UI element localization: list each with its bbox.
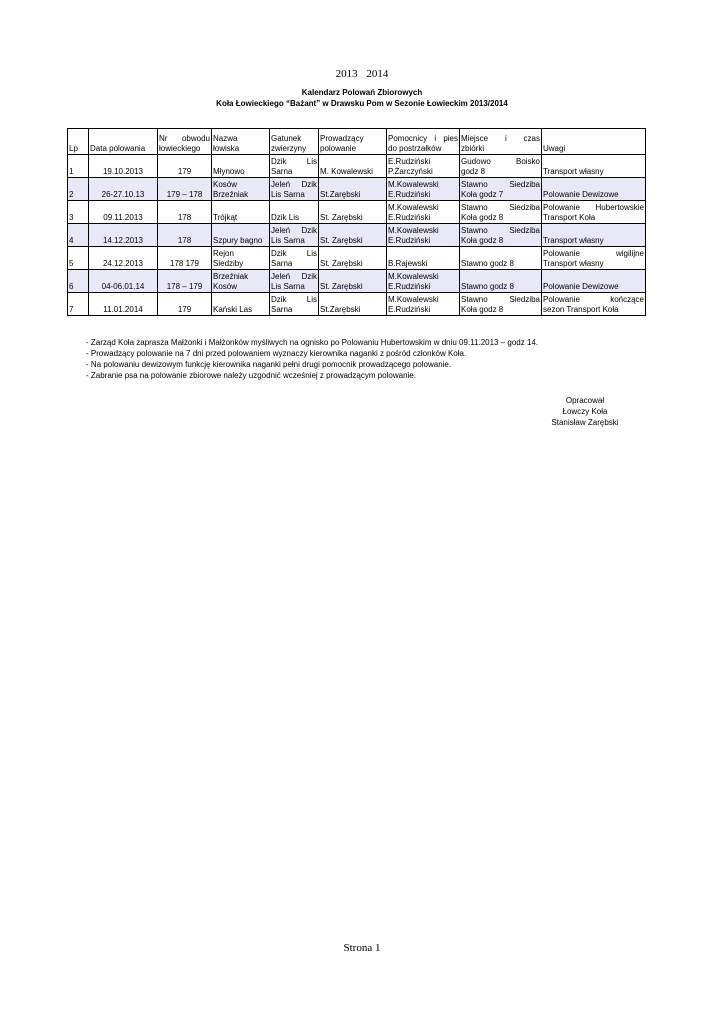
cell-obwod: 178 <box>158 201 212 224</box>
cell-prowadzacy-line: St. Zarębski <box>320 213 363 222</box>
cell-uwagi-line: Polowanie Dewizowe <box>543 282 619 291</box>
cell-prowadzacy <box>319 224 387 247</box>
header-uwagi <box>542 129 646 155</box>
cell-gatunek-line: Jeleń Dzik <box>271 180 317 189</box>
page-header: 2013 2014 <box>335 68 389 80</box>
cell-miejsce-line: Stawno godz 8 <box>461 282 514 291</box>
cell-lp: 2 <box>68 178 89 201</box>
cell-gatunek-line: Sarna <box>271 167 293 176</box>
cell-miejsce-line: Koła godz 8 <box>461 213 504 222</box>
cell-pomocnicy <box>387 201 460 224</box>
header-miejsce-line: zbiórki <box>461 144 485 153</box>
cell-miejsce-line: Koła godz 8 <box>461 236 504 245</box>
table-header-row <box>68 129 646 155</box>
cell-prowadzacy-line: M. Kowalewski <box>320 167 373 176</box>
cell-miejsce-line: Stawno Siedziba <box>461 180 540 189</box>
cell-nazwa <box>212 270 270 293</box>
cell-nazwa <box>212 155 270 178</box>
cell-nazwa-line: Kański Las <box>213 305 253 314</box>
header-prowadzacy <box>319 129 387 155</box>
header-nazwa-line: Nazwa <box>213 134 238 143</box>
cell-gatunek-line: Lis Sarna <box>271 236 305 245</box>
cell-miejsce-line: Stawno Siedziba <box>461 295 540 304</box>
cell-pomocnicy <box>387 270 460 293</box>
table-row <box>68 178 646 201</box>
cell-prowadzacy <box>319 155 387 178</box>
cell-lp: 5 <box>68 247 89 270</box>
header-pomocnicy-line: Pomocnicy i pies <box>388 134 458 143</box>
cell-lp: 1 <box>68 155 89 178</box>
cell-uwagi <box>542 178 646 201</box>
cell-lp: 3 <box>68 201 89 224</box>
cell-pomocnicy-line: M.Kowalewski <box>388 226 439 235</box>
header-miejsce <box>460 129 542 155</box>
cell-gatunek <box>270 270 319 293</box>
cell-gatunek-line: Dzik Lis <box>271 295 317 304</box>
cell-uwagi <box>542 224 646 247</box>
table-row <box>68 247 646 270</box>
cell-uwagi <box>542 201 646 224</box>
cell-date: 11.01.2014 <box>89 293 158 316</box>
cell-miejsce <box>460 178 542 201</box>
cell-nazwa-line: Rejon <box>213 249 234 258</box>
cell-nazwa <box>212 201 270 224</box>
cell-lp: 6 <box>68 270 89 293</box>
cell-pomocnicy-line: E.Rudziński <box>388 157 431 166</box>
cell-uwagi <box>542 155 646 178</box>
table-row <box>68 155 646 178</box>
cell-pomocnicy-line: E.Rudziński <box>388 213 431 222</box>
cell-pomocnicy <box>387 247 460 270</box>
header-prowadzacy-line: Prowadzący <box>320 134 364 143</box>
cell-nazwa-line: Trójkąt <box>213 213 238 222</box>
header-obwod-line: łowieckiego <box>159 144 201 153</box>
cell-gatunek <box>270 155 319 178</box>
cell-nazwa-line: Kosów <box>213 180 238 189</box>
cell-prowadzacy-line: St. Zarębski <box>320 282 363 291</box>
header-nazwa-line: łowiska <box>213 144 240 153</box>
cell-pomocnicy-line: E.Rudziński <box>388 236 431 245</box>
cell-pomocnicy-line: M.Kowalewski <box>388 203 439 212</box>
cell-date: 09.11.2013 <box>89 201 158 224</box>
cell-uwagi-line: Transport własny <box>543 259 604 268</box>
cell-uwagi-line: Polowanie Dewizowe <box>543 190 619 199</box>
cell-pomocnicy <box>387 155 460 178</box>
cell-gatunek-line: Sarna <box>271 305 293 314</box>
table-row <box>68 270 646 293</box>
cell-pomocnicy-line: P.Żarczyński <box>388 167 433 176</box>
cell-uwagi-line: Transport własny <box>543 236 604 245</box>
cell-nazwa <box>212 178 270 201</box>
cell-gatunek <box>270 178 319 201</box>
cell-uwagi-line: Transport Koła <box>543 213 596 222</box>
cell-lp: 4 <box>68 224 89 247</box>
cell-obwod: 178 – 179 <box>158 270 212 293</box>
signature-line-1: Opracował <box>565 396 605 405</box>
cell-gatunek-line: Dzik Lis <box>271 213 300 222</box>
cell-obwod: 178 <box>158 224 212 247</box>
cell-pomocnicy-line: M.Kowalewski <box>388 272 439 281</box>
cell-nazwa-line: Młynowo <box>213 167 245 176</box>
cell-gatunek-line: Jeleń Dzik <box>271 226 317 235</box>
cell-gatunek <box>270 293 319 316</box>
cell-pomocnicy <box>387 293 460 316</box>
cell-nazwa-line: Siedziby <box>213 259 244 268</box>
cell-pomocnicy-line: E.Rudziński <box>388 305 431 314</box>
cell-uwagi-line: Transport własny <box>543 167 604 176</box>
hunting-calendar-table <box>67 128 646 316</box>
cell-nazwa-line: Brzeźniak <box>213 272 249 281</box>
header-date-line: Data polowania <box>90 144 146 153</box>
cell-gatunek-line: Sarna <box>271 259 293 268</box>
table-row <box>68 201 646 224</box>
cell-obwod: 179 <box>158 293 212 316</box>
title-line-2: Koła Łowieckiego “Bażant” w Drawsku Pom w Sezonie Łowieckim 2013/2014 <box>216 99 508 108</box>
note-item: - Na polowaniu dewizowym funkcję kierownika naganki pełni drugi pomocnik prowadzącego polowanie. <box>86 359 646 370</box>
cell-gatunek <box>270 247 319 270</box>
cell-miejsce <box>460 270 542 293</box>
signature-line-3: Stanisław Zarębski <box>551 418 619 427</box>
header-nazwa <box>212 129 270 155</box>
cell-pomocnicy-line: M.Kowalewski <box>388 180 439 189</box>
cell-uwagi-line: Polowanie kończące <box>543 295 644 304</box>
cell-pomocnicy-line: E.Rudziński <box>388 190 431 199</box>
table-row <box>68 293 646 316</box>
header-miejsce-line: Miejsce i czas <box>461 134 540 143</box>
cell-obwod: 179 <box>158 155 212 178</box>
cell-miejsce-line: Stawno godz 8 <box>461 259 514 268</box>
cell-prowadzacy-line: St.Zarębski <box>320 305 361 314</box>
header-gatunek-line: Gatunek <box>271 134 302 143</box>
cell-obwod: 178 179 <box>158 247 212 270</box>
header-uwagi-line: Uwagi <box>543 144 566 153</box>
cell-nazwa-line: Brzeźniak <box>213 190 249 199</box>
cell-uwagi-line: Polowanie Hubertowskie <box>543 203 644 212</box>
cell-miejsce-line: Koła godz 8 <box>461 305 504 314</box>
header-pomocnicy <box>387 129 460 155</box>
header-pomocnicy-line: do postrzałków <box>388 144 442 153</box>
cell-uwagi-line: sezon Transport Koła <box>543 305 619 314</box>
cell-prowadzacy-line: St. Zarębski <box>320 259 363 268</box>
cell-gatunek-line: Lis Sarna <box>271 190 305 199</box>
signature-line-2: Łowczy Koła <box>562 407 608 416</box>
cell-miejsce <box>460 293 542 316</box>
document-title <box>0 87 724 109</box>
cell-gatunek-line: Lis Sarna <box>271 282 305 291</box>
cell-pomocnicy <box>387 224 460 247</box>
cell-date: 04-06.01.14 <box>89 270 158 293</box>
cell-uwagi <box>542 270 646 293</box>
cell-miejsce-line: godz 8 <box>461 167 486 176</box>
cell-uwagi <box>542 247 646 270</box>
cell-prowadzacy <box>319 178 387 201</box>
cell-pomocnicy-line: E.Rudziński <box>388 282 431 291</box>
header-gatunek <box>270 129 319 155</box>
cell-gatunek <box>270 224 319 247</box>
cell-prowadzacy <box>319 201 387 224</box>
page-footer: Strona 1 <box>343 942 381 954</box>
cell-prowadzacy <box>319 270 387 293</box>
cell-nazwa <box>212 247 270 270</box>
cell-date: 26-27.10.13 <box>89 178 158 201</box>
cell-miejsce <box>460 224 542 247</box>
cell-date: 14.12.2013 <box>89 224 158 247</box>
cell-prowadzacy-line: St.Zarębski <box>320 190 361 199</box>
table-body <box>68 155 646 316</box>
header-prowadzacy-line: polowanie <box>320 144 357 153</box>
cell-obwod: 179 – 178 <box>158 178 212 201</box>
cell-prowadzacy <box>319 247 387 270</box>
note-item: - Zarząd Koła zaprasza Małżonki i Małżonków myśliwych na ognisko po Polowaniu Hubertowskim w dniu 09.11.2013 – godz 14. <box>86 337 646 348</box>
notes-list <box>86 337 646 381</box>
cell-pomocnicy-line: M.Kowalewski <box>388 295 439 304</box>
cell-nazwa-line: Kosów <box>213 282 238 291</box>
cell-nazwa-line: Szpury bagno <box>213 236 263 245</box>
header-obwod-line: Nr obwodu <box>159 134 210 143</box>
cell-gatunek-line: Dzik Lis <box>271 157 317 166</box>
cell-gatunek <box>270 201 319 224</box>
cell-prowadzacy-line: St. Zarębski <box>320 236 363 245</box>
note-item: - Zabranie psa na polowanie zbiorowe należy uzgodnić wcześniej z prowadzącym polowanie. <box>86 370 646 381</box>
cell-miejsce <box>460 247 542 270</box>
cell-date: 19.10.2013 <box>89 155 158 178</box>
header-lp-line: Lp <box>69 144 78 153</box>
cell-nazwa <box>212 293 270 316</box>
cell-uwagi <box>542 293 646 316</box>
cell-miejsce-line: Stawno Siedziba <box>461 226 540 235</box>
note-item: - Prowadzący polowanie na 7 dni przed polowaniem wyznaczy kierownika naganki z pośród członków Koła. <box>86 348 646 359</box>
cell-lp: 7 <box>68 293 89 316</box>
cell-miejsce <box>460 201 542 224</box>
cell-gatunek-line: Dzik Lis <box>271 249 317 258</box>
cell-date: 24.12.2013 <box>89 247 158 270</box>
header-lp <box>68 129 89 155</box>
cell-miejsce-line: Stawno Siedziba <box>461 203 540 212</box>
cell-miejsce-line: Koła godz 7 <box>461 190 504 199</box>
table-row <box>68 224 646 247</box>
signature-block <box>520 395 650 428</box>
title-line-1: Kalendarz Polowań Zbiorowych <box>301 88 423 97</box>
cell-uwagi-line: Polowanie wigilijne <box>543 249 644 258</box>
cell-gatunek-line: Jeleń Dzik <box>271 272 317 281</box>
cell-prowadzacy <box>319 293 387 316</box>
cell-nazwa <box>212 224 270 247</box>
header-gatunek-line: zwierzyny <box>271 144 307 153</box>
header-date <box>89 129 158 155</box>
header-obwod <box>158 129 212 155</box>
cell-miejsce-line: Gudowo Boisko <box>461 157 540 166</box>
cell-pomocnicy-line: B.Rajewski <box>388 259 428 268</box>
cell-pomocnicy <box>387 178 460 201</box>
cell-miejsce <box>460 155 542 178</box>
